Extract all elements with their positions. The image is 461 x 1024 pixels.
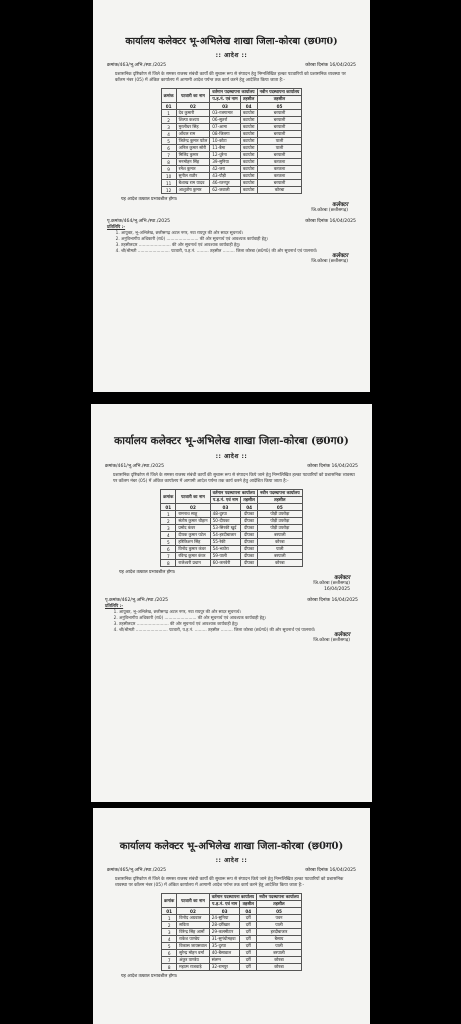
cell-tehsil: दर्री — [240, 957, 257, 964]
cell-patwari-name: विनोद अग्रवाल — [177, 915, 210, 922]
cell-patwari-name: रविन्द्र कुमार कंवर — [176, 553, 210, 560]
table-row — [161, 518, 302, 525]
document-page-3 — [93, 808, 370, 1024]
effective-note: यह आदेश तत्काल प्रभावशील होगा। — [121, 197, 178, 203]
col-new-tehsil: तहसील — [257, 497, 302, 504]
cell-serial: 2 — [162, 922, 177, 929]
reference-number: क्रमांक/465/भू.अभि./स्था./2025 — [107, 868, 167, 873]
posting-table — [161, 893, 302, 971]
cell-patwari-name: दीपक कुमार पटेल — [176, 532, 210, 539]
cell-phn: 42-जरा — [210, 166, 240, 173]
column-number: 05 — [257, 103, 302, 110]
cell-phn: 11-बैमा — [210, 145, 240, 152]
cell-phn: 06-सुतर्रा — [210, 117, 240, 124]
table-row — [162, 957, 302, 964]
signature-place: जि.कोरबा (छत्तीसगढ़) — [313, 638, 350, 644]
cell-new-office: पोड़ी उपरोड़ा — [257, 518, 302, 525]
column-number: 02 — [176, 504, 210, 511]
page-title: कार्यालय कलेक्टर भू-अभिलेख शाखा जिला-कोरबा (छ0ग0) — [119, 841, 344, 852]
col-new-tehsil: तहसील — [257, 901, 302, 908]
cell-serial: 4 — [161, 131, 176, 138]
cell-phn: 55-रेकी — [210, 539, 241, 546]
page-title: कार्यालय कलेक्टर भू-अभिलेख शाखा जिला-कोरबा (छ0ग0) — [114, 435, 349, 447]
table-row — [162, 943, 302, 950]
cell-serial: 7 — [161, 553, 176, 560]
cell-tehsil: कटघोरा — [240, 110, 257, 117]
cell-patwari-name: राकेश पाण्डेय — [177, 936, 210, 943]
effective-note: यह आदेश तत्काल प्रभावशील होगा। — [121, 974, 178, 980]
column-number: 02 — [176, 103, 210, 110]
cell-patwari-name: सुरेन्द्र मोहन वर्मा — [177, 950, 210, 957]
cell-phn: 39-सुनिया — [210, 159, 240, 166]
cell-tehsil: दीपका — [241, 518, 258, 525]
column-number: 03 — [209, 908, 240, 915]
cell-tehsil: कटघोरा — [240, 145, 257, 152]
column-number: 02 — [177, 908, 210, 915]
cell-patwari-name: विकास जायसवाल — [177, 943, 210, 950]
cell-patwari-name: राजेश्वरी प्रधान — [176, 560, 210, 567]
cell-phn: 62-जवाली — [210, 187, 240, 194]
cell-serial: 4 — [162, 936, 177, 943]
cell-serial: 7 — [162, 957, 177, 964]
order-heading: :: आदेश :: — [215, 453, 248, 460]
cell-serial: 2 — [161, 518, 176, 525]
table-row — [161, 124, 302, 131]
cell-tehsil: कटघोरा — [240, 131, 257, 138]
cell-serial: 8 — [162, 964, 177, 971]
cell-serial: 7 — [161, 152, 176, 159]
col-serial: क्रमांक — [161, 490, 176, 504]
col-serial: क्रमांक — [161, 89, 176, 103]
signature-title: कलेक्टर — [334, 575, 350, 582]
cell-phn: 53-सिरकी खुर्द — [210, 525, 241, 532]
cell-phn: 12-धुरेना — [210, 152, 240, 159]
cell-tehsil: दर्री — [240, 915, 257, 922]
col-current-office: वर्तमान पदस्थापना कार्यालय — [210, 89, 257, 96]
table-row — [161, 131, 302, 138]
signature-place: जि.कोरबा (छत्तीसगढ़) — [311, 208, 348, 214]
cell-new-office: पाली — [257, 546, 302, 553]
col-serial: क्रमांक — [162, 894, 177, 908]
cell-new-office: पोड़ी उपरोड़ा — [257, 525, 302, 532]
copy-item: 3. तहसीलदार ........................ की ओर सूचनार्थ एवं आवश्यक कार्यवाही हेतु। — [119, 621, 358, 627]
table-row — [161, 159, 302, 166]
cell-serial: 3 — [161, 525, 176, 532]
cell-new-office: बरपाली — [257, 532, 302, 539]
table-row — [161, 553, 302, 560]
column-number: 04 — [240, 908, 257, 915]
signature-title: कलेक्टर — [334, 632, 350, 639]
cell-new-office: पाली — [257, 943, 302, 950]
cell-tehsil: कटघोरा — [240, 187, 257, 194]
order-paragraph: प्रशासनिक दृष्टिकोण से जिले के समस्त राजस्व संबंधी कार्यों की सुचारू रूप से संपादन किये जाने हेतु निम्नलिखित हल्का पटवारियों को प्रशासनिक व्यवस्था पर कॉलम नंबर (05) में अंकित कार्यालय में आगामी आदेश पर्यन्त तक कार्य करने हेतु आदेशित किया जाता है:- — [113, 473, 355, 485]
cell-tehsil: दर्री — [240, 943, 257, 950]
table-row — [162, 922, 302, 929]
cell-serial: 3 — [161, 124, 176, 131]
cell-patwari-name: देव कुमारी — [176, 110, 210, 117]
table-row — [162, 950, 302, 957]
cell-new-office: बरपाली — [257, 131, 302, 138]
cell-patwari-name: रमेश कुमार — [176, 166, 210, 173]
cell-serial: 2 — [161, 117, 176, 124]
cell-phn: 60-कनवेरी — [210, 560, 241, 567]
cell-serial: 6 — [161, 145, 176, 152]
column-number: 01 — [162, 908, 177, 915]
cell-new-office: बैसाय — [257, 936, 302, 943]
column-number: 03 — [210, 504, 241, 511]
cell-serial: 1 — [162, 915, 177, 922]
cell-new-office: करतला — [257, 173, 302, 180]
cell-phn: 40-बैसाडाल — [209, 950, 240, 957]
cell-patwari-name: संतोष कुमार चौहान — [176, 518, 210, 525]
cell-new-office: करतला — [257, 159, 302, 166]
posting-table — [161, 88, 303, 194]
cell-new-office: पोड़ी उपरोड़ा — [257, 511, 302, 518]
cell-new-office: कोरबा — [257, 560, 302, 567]
copy-reference-number: पृ.क्रमांक/462/भू.अभि./स्था./2025 — [105, 598, 169, 604]
cell-patwari-name: अंकुर पाण्डेय — [177, 957, 210, 964]
reference-date: कोरबा दिनांक 16/04/2025 — [305, 63, 356, 68]
cell-new-office: पाली — [257, 138, 302, 145]
cell-phn: 46-रतनपुर — [210, 180, 240, 187]
cell-phn: 10-कोटा — [210, 138, 240, 145]
table-row — [162, 964, 302, 971]
signature-place: जि.कोरबा (छत्तीसगढ़) — [311, 259, 348, 265]
cell-tehsil: दर्री — [240, 929, 257, 936]
table-row — [162, 915, 302, 922]
cell-phn: 03-रजगामार — [210, 110, 240, 117]
effective-note: यह आदेश तत्काल प्रभावशील होगा। — [119, 570, 176, 576]
col-tehsil: तहसील — [241, 497, 258, 504]
cell-serial: 5 — [162, 943, 177, 950]
table-row — [161, 173, 302, 180]
cell-new-office: बरपाली — [257, 124, 302, 131]
col-phn: प.ह.नं. एवं नाम — [210, 96, 240, 103]
table-row — [161, 117, 302, 124]
document-page-2 — [91, 404, 372, 802]
copy-to-list — [91, 603, 372, 632]
cell-patwari-name: शिल्पा कश्यप — [176, 117, 210, 124]
cell-patwari-name: आशुतोष कुमार — [176, 187, 210, 194]
reference-number: क्रमांक/463/भू.अभि./स्था./2025 — [107, 63, 167, 68]
cell-patwari-name: मिलिंद कुमार — [176, 152, 210, 159]
cell-serial: 5 — [161, 138, 176, 145]
cell-phn: संलग्न — [209, 957, 240, 964]
column-number: 01 — [161, 103, 176, 110]
cell-patwari-name: विरेन्द्र सिंह आर्मो — [177, 929, 210, 936]
table-row — [162, 936, 302, 943]
cell-phn: 35-दुरपा — [209, 943, 240, 950]
column-number: 03 — [210, 103, 240, 110]
cell-serial: 3 — [162, 929, 177, 936]
col-new-tehsil: तहसील — [257, 96, 302, 103]
cell-new-office: बरपाली — [257, 110, 302, 117]
copy-item: 4. श्री/श्रीमती ........................ पटवारी, प.ह.नं. ......... तहसील ......... जिला कोरबा (छ0ग0) की ओर सूचनार्थ एवं पालनार्थ। — [119, 627, 358, 633]
cell-serial: 5 — [161, 539, 176, 546]
cell-serial: 1 — [161, 511, 176, 518]
table-row — [161, 145, 302, 152]
cell-tehsil: दीपका — [241, 539, 258, 546]
copy-item: 3. तहसीलदार ........................ की ओर सूचनार्थ एवं आवश्यक कार्यवाही हेतु। — [121, 242, 356, 248]
table-row — [161, 166, 302, 173]
cell-tehsil: कटघोरा — [240, 173, 257, 180]
cell-patwari-name: अनिल कुमार सोरी — [176, 145, 210, 152]
cell-patwari-name: सुनील राठौर — [176, 173, 210, 180]
signature-block — [91, 575, 372, 593]
cell-tehsil: दीपका — [241, 546, 258, 553]
document-page-1 — [93, 0, 370, 392]
copy-item: 4. श्री/श्रीमती ........................ पटवारी, प.ह.नं. ......... तहसील ......... जिला कोरबा (छ0ग0) की ओर सूचनार्थ एवं पालनार्थ। — [121, 248, 356, 254]
cell-new-office: बरपाली — [257, 553, 302, 560]
table-row — [161, 525, 302, 532]
cell-phn: 59-पाली — [210, 553, 241, 560]
cell-tehsil: दीपका — [241, 532, 258, 539]
signature-title: कलेक्टर — [332, 253, 348, 260]
cell-tehsil: कटघोरा — [240, 117, 257, 124]
table-row — [161, 560, 302, 567]
cell-tehsil: दीपका — [241, 511, 258, 518]
reference-line — [91, 463, 372, 469]
cell-phn: 31-सुगंधीमहवा — [209, 936, 240, 943]
cell-new-office: कोरबा — [257, 964, 302, 971]
cell-serial: 8 — [161, 159, 176, 166]
col-name: पटवारी का नाम — [177, 894, 210, 908]
cell-phn: 54-भठोरा — [210, 546, 241, 553]
col-name: पटवारी का नाम — [176, 89, 210, 103]
reference-line — [93, 62, 370, 68]
cell-phn: 29-कलमीटार — [209, 929, 240, 936]
cell-tehsil: दर्री — [240, 950, 257, 957]
reference-date: कोरबा दिनांक 16/04/2025 — [305, 868, 356, 873]
col-current-office: वर्तमान पदस्थापना कार्यालय — [209, 894, 256, 901]
cell-patwari-name: रामनाथ साहू — [176, 511, 210, 518]
cell-new-office: कोरबा — [257, 539, 302, 546]
cell-new-office: पाली — [257, 922, 302, 929]
col-current-office: वर्तमान पदस्थापना कार्यालय — [210, 490, 257, 497]
cell-phn: 28-दर्रीखार — [209, 922, 240, 929]
table-row — [161, 511, 302, 518]
cell-phn: 08-जिलगा — [210, 131, 240, 138]
cell-serial: 8 — [161, 560, 176, 567]
cell-tehsil: कटघोरा — [240, 152, 257, 159]
cell-serial: 1 — [161, 110, 176, 117]
cell-tehsil: दर्री — [240, 936, 257, 943]
copy-item: 2. अनुविभागीय अधिकारी (रा0) ........................ की ओर सूचनार्थ एवं आवश्यक कार्यवाही हेतु। — [121, 236, 356, 242]
signature-place: जि.कोरबा (छत्तीसगढ़) — [313, 581, 350, 587]
cell-patwari-name: हरिकिशन सिंह — [176, 539, 210, 546]
table-row — [161, 546, 302, 553]
col-name: पटवारी का नाम — [176, 490, 210, 504]
col-tehsil: तहसील — [240, 96, 257, 103]
cell-patwari-name: सविता — [177, 922, 210, 929]
copy-heading: प्रतिलिपि :- — [107, 224, 126, 230]
table-row — [161, 180, 302, 187]
copy-item: 1. आयुक्त, भू-अभिलेख, छत्तीसगढ़ अटल नगर, नवा रायपुर की ओर सादर सूचनार्थ। — [121, 230, 356, 236]
cell-patwari-name: मुरलीधर सिंह — [176, 124, 210, 131]
cell-new-office: कोरबा — [257, 187, 302, 194]
cell-new-office: पवन — [257, 915, 302, 922]
cell-tehsil: कटघोरा — [240, 159, 257, 166]
col-new-office: नवीन पदस्थापना कार्यालय — [257, 490, 302, 497]
cell-tehsil: कटघोरा — [240, 166, 257, 173]
table-row — [161, 138, 302, 145]
cell-phn: 50-दीपका — [210, 518, 241, 525]
cell-new-office: हरदीबाजार — [257, 929, 302, 936]
signature-block-2 — [91, 632, 372, 644]
cell-new-office: करतला — [257, 166, 302, 173]
table-row — [161, 532, 302, 539]
cell-patwari-name: महात्म राजवाड़े — [177, 964, 210, 971]
cell-serial: 6 — [162, 950, 177, 957]
column-number: 04 — [241, 504, 258, 511]
cell-tehsil: दर्री — [240, 922, 257, 929]
cell-phn: 54-हरदीबाजार — [210, 532, 241, 539]
copy-to-list — [93, 224, 370, 253]
table-row — [161, 110, 302, 117]
column-number: 05 — [257, 908, 302, 915]
copy-item: 1. आयुक्त, भू-अभिलेख, छत्तीसगढ़ अटल नगर, नवा रायपुर की ओर सादर सूचनार्थ। — [119, 609, 358, 615]
order-paragraph: प्रशासनिक दृष्टिकोण से जिले के समस्त राजस्व संबंधी कार्यों की सुचारू रूप से संपादन किये जाने हेतु निम्नलिखित हल्का पटवारियों को प्रशासनिक व्यवस्था पर कॉलम नंबर (05) में अंकित कार्यालय में आगामी आदेश पर्यन्त तक कार्य करने हेतु आदेशित किया जाता है:- — [115, 877, 344, 889]
cell-serial: 6 — [161, 546, 176, 553]
cell-phn: 43-पौड़ी — [210, 173, 240, 180]
cell-tehsil: कटघोरा — [240, 138, 257, 145]
page-title: कार्यालय कलेक्टर भू-अभिलेख शाखा जिला-कोरबा (छ0ग0) — [125, 36, 338, 47]
cell-phn: 32-रामपुर — [209, 964, 240, 971]
col-tehsil: तहसील — [240, 901, 257, 908]
order-paragraph: प्रशासनिक दृष्टिकोण से जिले के समस्त राजस्व संबंधी कार्यों की सुचारू रूप से संपादन हेतु निम्नलिखित हल्का पटवारियों को प्रशासनिक व्यवस्था पर कॉलम नंबर (05) में अंकित कार्यालय में आगामी आदेश पर्यन्त तक कार्य करने हेतु आदेशित किया जाता है:- — [115, 72, 346, 84]
col-new-office: नवीन पदस्थापना कार्यालय — [257, 894, 302, 901]
cell-serial: 12 — [161, 187, 176, 194]
cell-new-office: कोरबा — [257, 957, 302, 964]
cell-tehsil: दीपका — [241, 560, 258, 567]
col-phn: प.ह.नं. एवं नाम — [209, 901, 240, 908]
order-heading: :: आदेश :: — [215, 52, 248, 59]
reference-date: कोरबा दिनांक 16/04/2025 — [307, 464, 358, 469]
cell-patwari-name: जितेन्द्र कुमार पटेल — [176, 138, 210, 145]
table-row — [161, 187, 302, 194]
column-number: 05 — [257, 504, 302, 511]
copy-item: 2. अनुविभागीय अधिकारी (रा0) ........................ की ओर सूचनार्थ एवं आवश्यक कार्यवाही हेतु। — [119, 615, 358, 621]
cell-phn: 07-आमा — [210, 124, 240, 131]
signature-title: कलेक्टर — [332, 202, 348, 209]
table-row — [162, 929, 302, 936]
copy-heading: प्रतिलिपि :- — [105, 603, 124, 609]
cell-patwari-name: प्रमोद कंवर — [176, 525, 210, 532]
cell-patwari-name: बैशाख राम यादव — [176, 180, 210, 187]
signature-block — [93, 202, 370, 214]
cell-serial: 9 — [161, 166, 176, 173]
cell-tehsil: दीपका — [241, 525, 258, 532]
cell-patwari-name: आँचल राम — [176, 131, 210, 138]
order-heading: :: आदेश :: — [215, 857, 248, 864]
column-number: 04 — [240, 103, 257, 110]
cell-new-office: बरपाली — [257, 180, 302, 187]
cell-tehsil: कटघोरा — [240, 180, 257, 187]
signature-block-2 — [93, 253, 370, 265]
cell-new-office: बरपाली — [257, 117, 302, 124]
cell-serial: 11 — [161, 180, 176, 187]
cell-patwari-name: विनोद कुमार कंवर — [176, 546, 210, 553]
reference-line — [93, 867, 370, 873]
cell-serial: 4 — [161, 532, 176, 539]
table-row — [161, 539, 302, 546]
reference-number: क्रमांक/461/भू.अभि./स्था./2025 — [105, 464, 165, 469]
cell-tehsil: कटघोरा — [240, 124, 257, 131]
signature-date: 16/04/2025 — [324, 587, 350, 593]
col-phn: प.ह.नं. एवं नाम — [210, 497, 241, 504]
cell-tehsil: दीपका — [241, 553, 258, 560]
cell-new-office: बरपाली — [257, 950, 302, 957]
cell-new-office: बरपाली — [257, 152, 302, 159]
cell-new-office: पाली — [257, 145, 302, 152]
copy-reference-number: पृ.क्रमांक/464/भू.अभि./स्था./2025 — [107, 219, 171, 225]
cell-serial: 10 — [161, 173, 176, 180]
copy-reference-date: कोरबा दिनांक 16/04/2025 — [305, 219, 356, 225]
cell-tehsil: दर्री — [240, 964, 257, 971]
cell-patwari-name: मनमोहन सिंह — [176, 159, 210, 166]
cell-phn: 24-सुनिया — [209, 915, 240, 922]
column-number: 01 — [161, 504, 176, 511]
posting-table — [160, 489, 302, 567]
col-new-office: नवीन पदस्थापना कार्यालय — [257, 89, 302, 96]
cell-phn: 48-दुरपा — [210, 511, 241, 518]
copy-reference-date: कोरबा दिनांक 16/04/2025 — [307, 598, 358, 604]
table-row — [161, 152, 302, 159]
